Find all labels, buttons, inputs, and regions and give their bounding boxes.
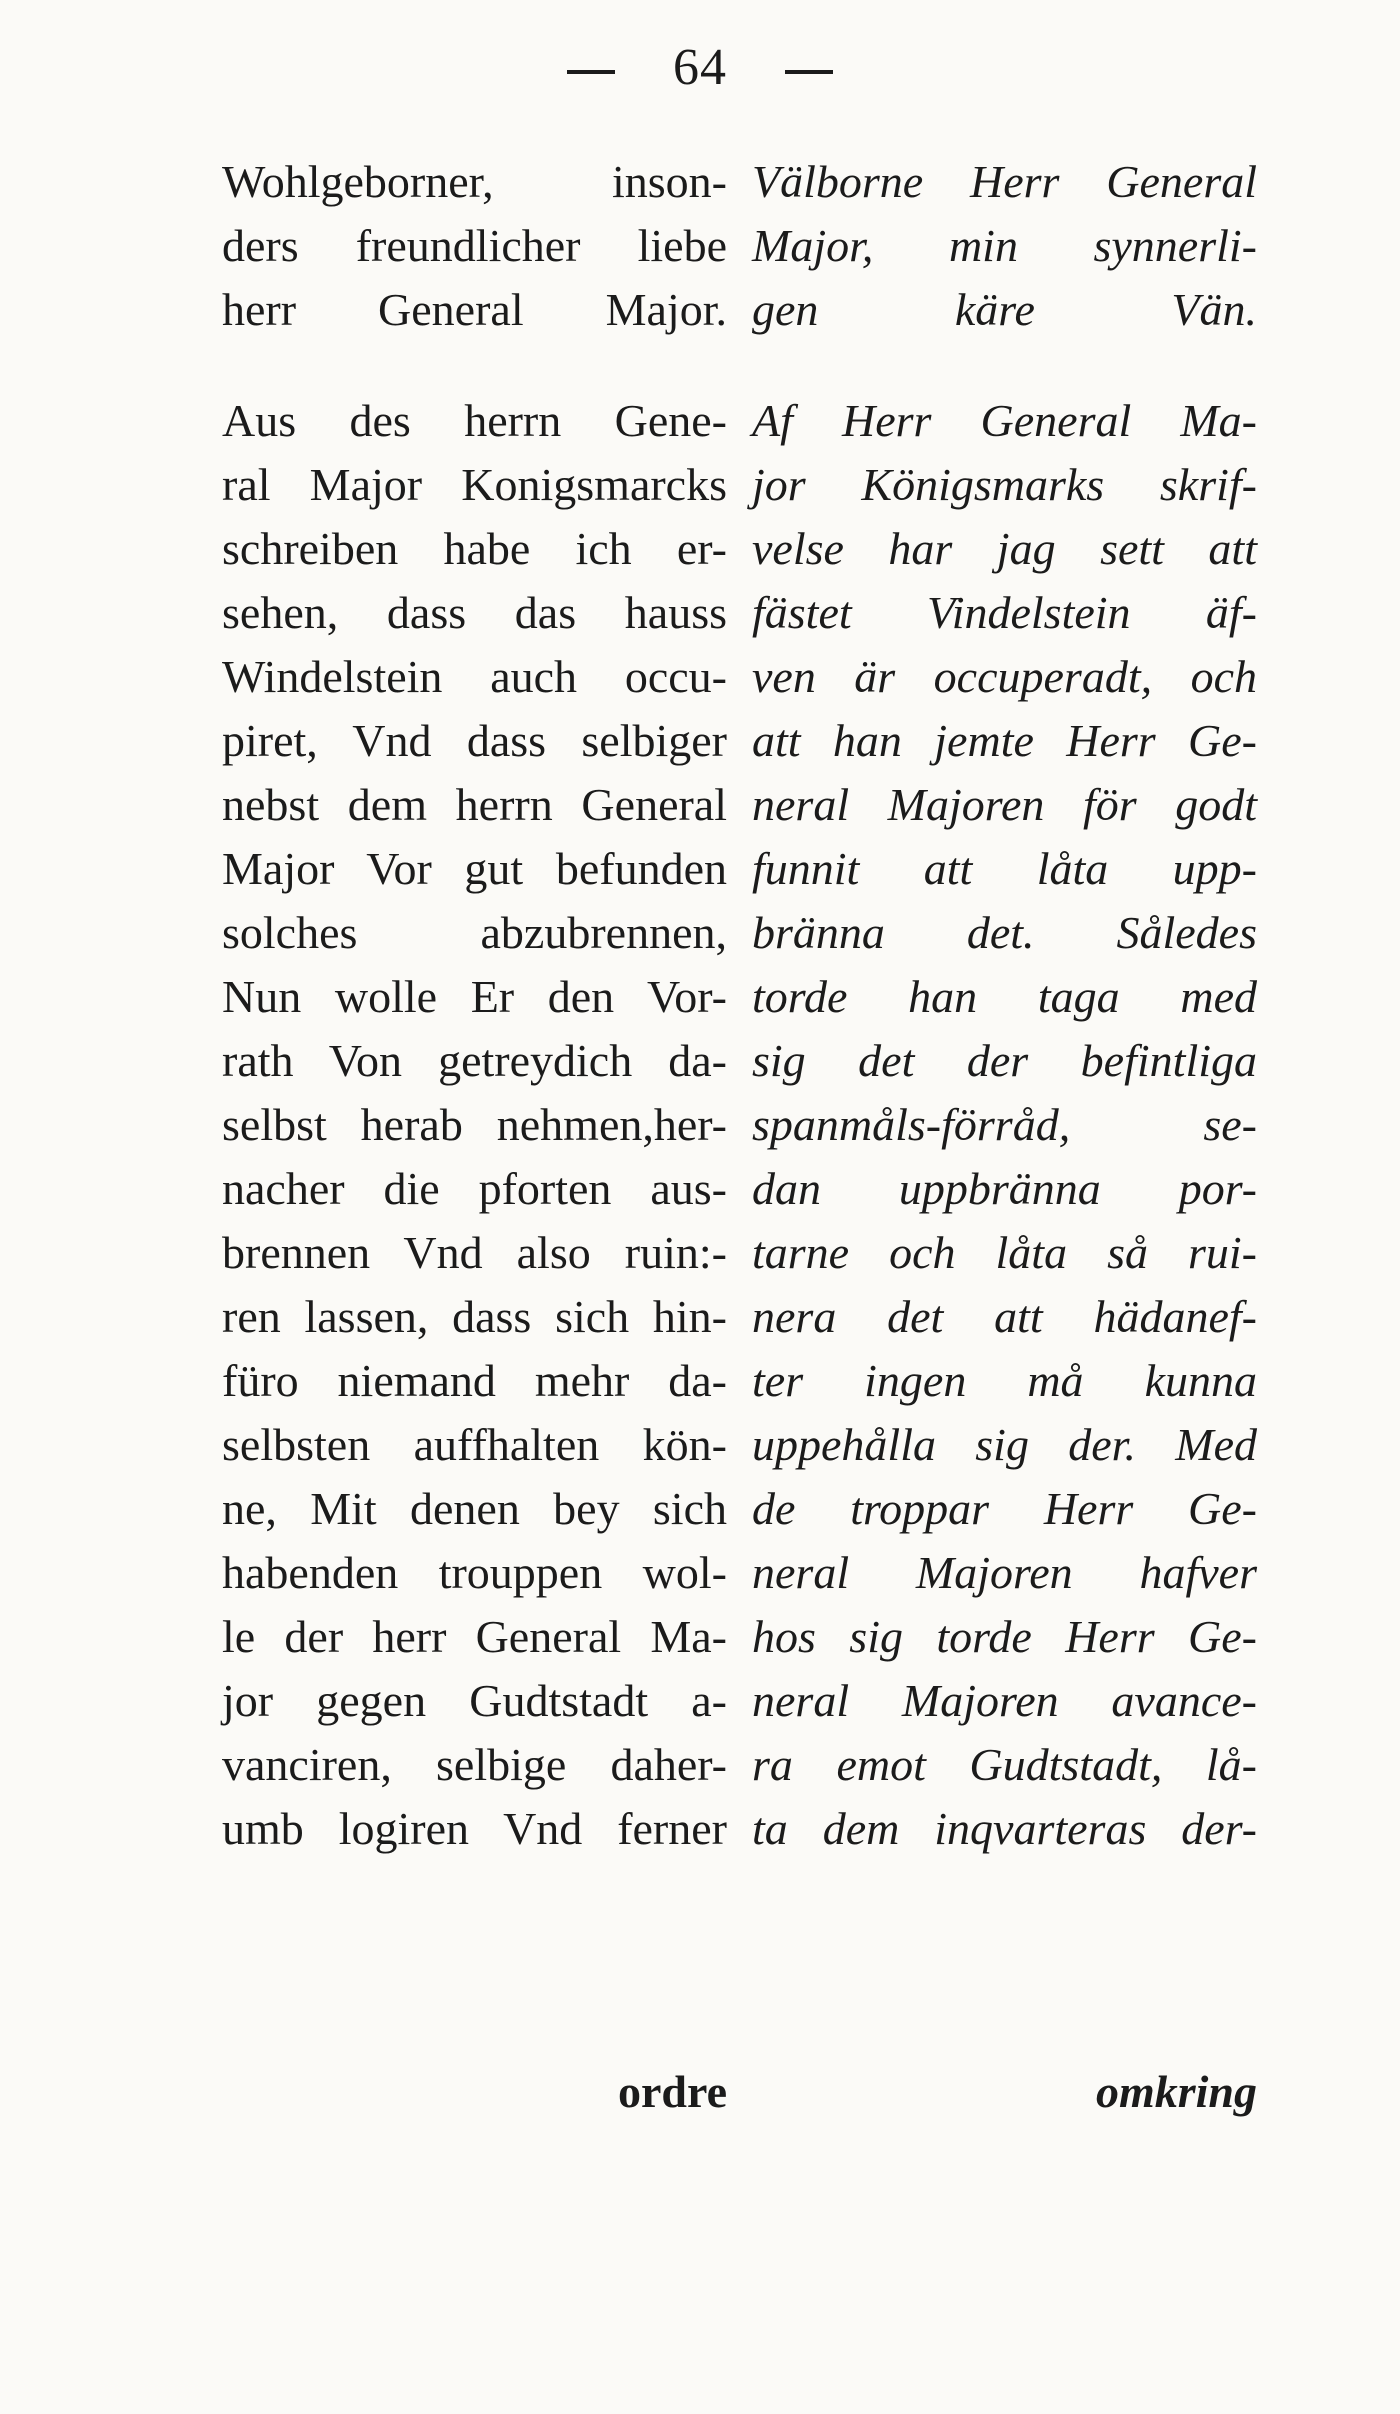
swedish-line: funnit att låta upp- xyxy=(752,843,1257,894)
swedish-line: ter ingen må kunna xyxy=(752,1355,1257,1406)
swedish-line: Af Herr General Ma- xyxy=(752,395,1257,446)
german-paragraph xyxy=(222,150,727,342)
german-line: solches abzubrennen, xyxy=(222,907,727,958)
german-catchword: ordre xyxy=(617,2066,727,2117)
swedish-line: nera det att hädanef- xyxy=(752,1291,1257,1342)
swedish-line: neral Majoren för godt xyxy=(752,779,1257,830)
swedish-line: Major, min synnerli- xyxy=(752,220,1257,271)
german-line: ne, Mit denen bey sich xyxy=(222,1483,727,1534)
german-line: selbsten auffhalten kön- xyxy=(222,1419,727,1470)
german-line: brennen Vnd also ruin:- xyxy=(222,1227,727,1278)
swedish-column xyxy=(752,150,1257,1861)
swedish-line: tarne och låta så rui- xyxy=(752,1227,1257,1278)
header-dash-left xyxy=(567,70,615,74)
swedish-line: sig det der befintliga xyxy=(752,1035,1257,1086)
german-line: rath Von getreydich da- xyxy=(222,1035,727,1086)
german-line: Windelstein auch occu- xyxy=(222,651,727,702)
german-line: le der herr General Ma- xyxy=(222,1611,727,1662)
swedish-line: neral Majoren hafver xyxy=(752,1547,1257,1598)
swedish-line: uppehålla sig der. Med xyxy=(752,1419,1257,1470)
swedish-line: torde han taga med xyxy=(752,971,1257,1022)
swedish-line: gen käre Vän. xyxy=(752,284,1257,335)
page-number: 64 xyxy=(673,39,727,96)
swedish-line: neral Majoren avance- xyxy=(752,1675,1257,1726)
swedish-paragraph xyxy=(752,389,1257,1861)
swedish-line: jor Königsmarks skrif- xyxy=(752,459,1257,510)
swedish-line: spanmåls-förråd, se- xyxy=(752,1099,1257,1150)
german-line: umb logiren Vnd ferner xyxy=(222,1803,727,1854)
german-line: habenden trouppen wol- xyxy=(222,1547,727,1598)
german-line: ral Major Konigsmarcks xyxy=(222,459,727,510)
page-header xyxy=(0,38,1400,97)
swedish-line: att han jemte Herr Ge- xyxy=(752,715,1257,766)
german-line: selbst herab nehmen,her- xyxy=(222,1099,727,1150)
header-dash-right xyxy=(785,70,833,74)
swedish-line: ra emot Gudtstadt, lå- xyxy=(752,1739,1257,1790)
swedish-line: dan uppbränna por- xyxy=(752,1163,1257,1214)
german-paragraph xyxy=(222,389,727,1861)
german-line: piret, Vnd dass selbiger xyxy=(222,715,727,766)
german-line: Aus des herrn Gene- xyxy=(222,395,727,446)
swedish-paragraph xyxy=(752,150,1257,342)
german-line: Wohlgeborner, inson- xyxy=(222,156,727,207)
swedish-line: ta dem inqvarteras der- xyxy=(752,1803,1257,1854)
swedish-line: hos sig torde Herr Ge- xyxy=(752,1611,1257,1662)
german-line: sehen, dass das hauss xyxy=(222,587,727,638)
swedish-line: de troppar Herr Ge- xyxy=(752,1483,1257,1534)
german-column xyxy=(222,150,727,1861)
german-line: vanciren, selbige daher- xyxy=(222,1739,727,1790)
swedish-catchword: omkring xyxy=(1095,2066,1257,2117)
german-line: ders freundlicher liebe xyxy=(222,220,727,271)
german-line: füro niemand mehr da- xyxy=(222,1355,727,1406)
german-line: jor gegen Gudtstadt a- xyxy=(222,1675,727,1726)
swedish-line: velse har jag sett att xyxy=(752,523,1257,574)
swedish-line: bränna det. Således xyxy=(752,907,1257,958)
german-line: herr General Major. xyxy=(222,284,727,335)
german-line: Nun wolle Er den Vor- xyxy=(222,971,727,1022)
swedish-line: ven är occuperadt, och xyxy=(752,651,1257,702)
german-line: Major Vor gut befunden xyxy=(222,843,727,894)
german-line: ren lassen, dass sich hin- xyxy=(222,1291,727,1342)
german-line: nacher die pforten aus- xyxy=(222,1163,727,1214)
german-line: schreiben habe ich er- xyxy=(222,523,727,574)
swedish-line: Välborne Herr General xyxy=(752,156,1257,207)
swedish-line: fästet Vindelstein äf- xyxy=(752,587,1257,638)
german-line: nebst dem herrn General xyxy=(222,779,727,830)
